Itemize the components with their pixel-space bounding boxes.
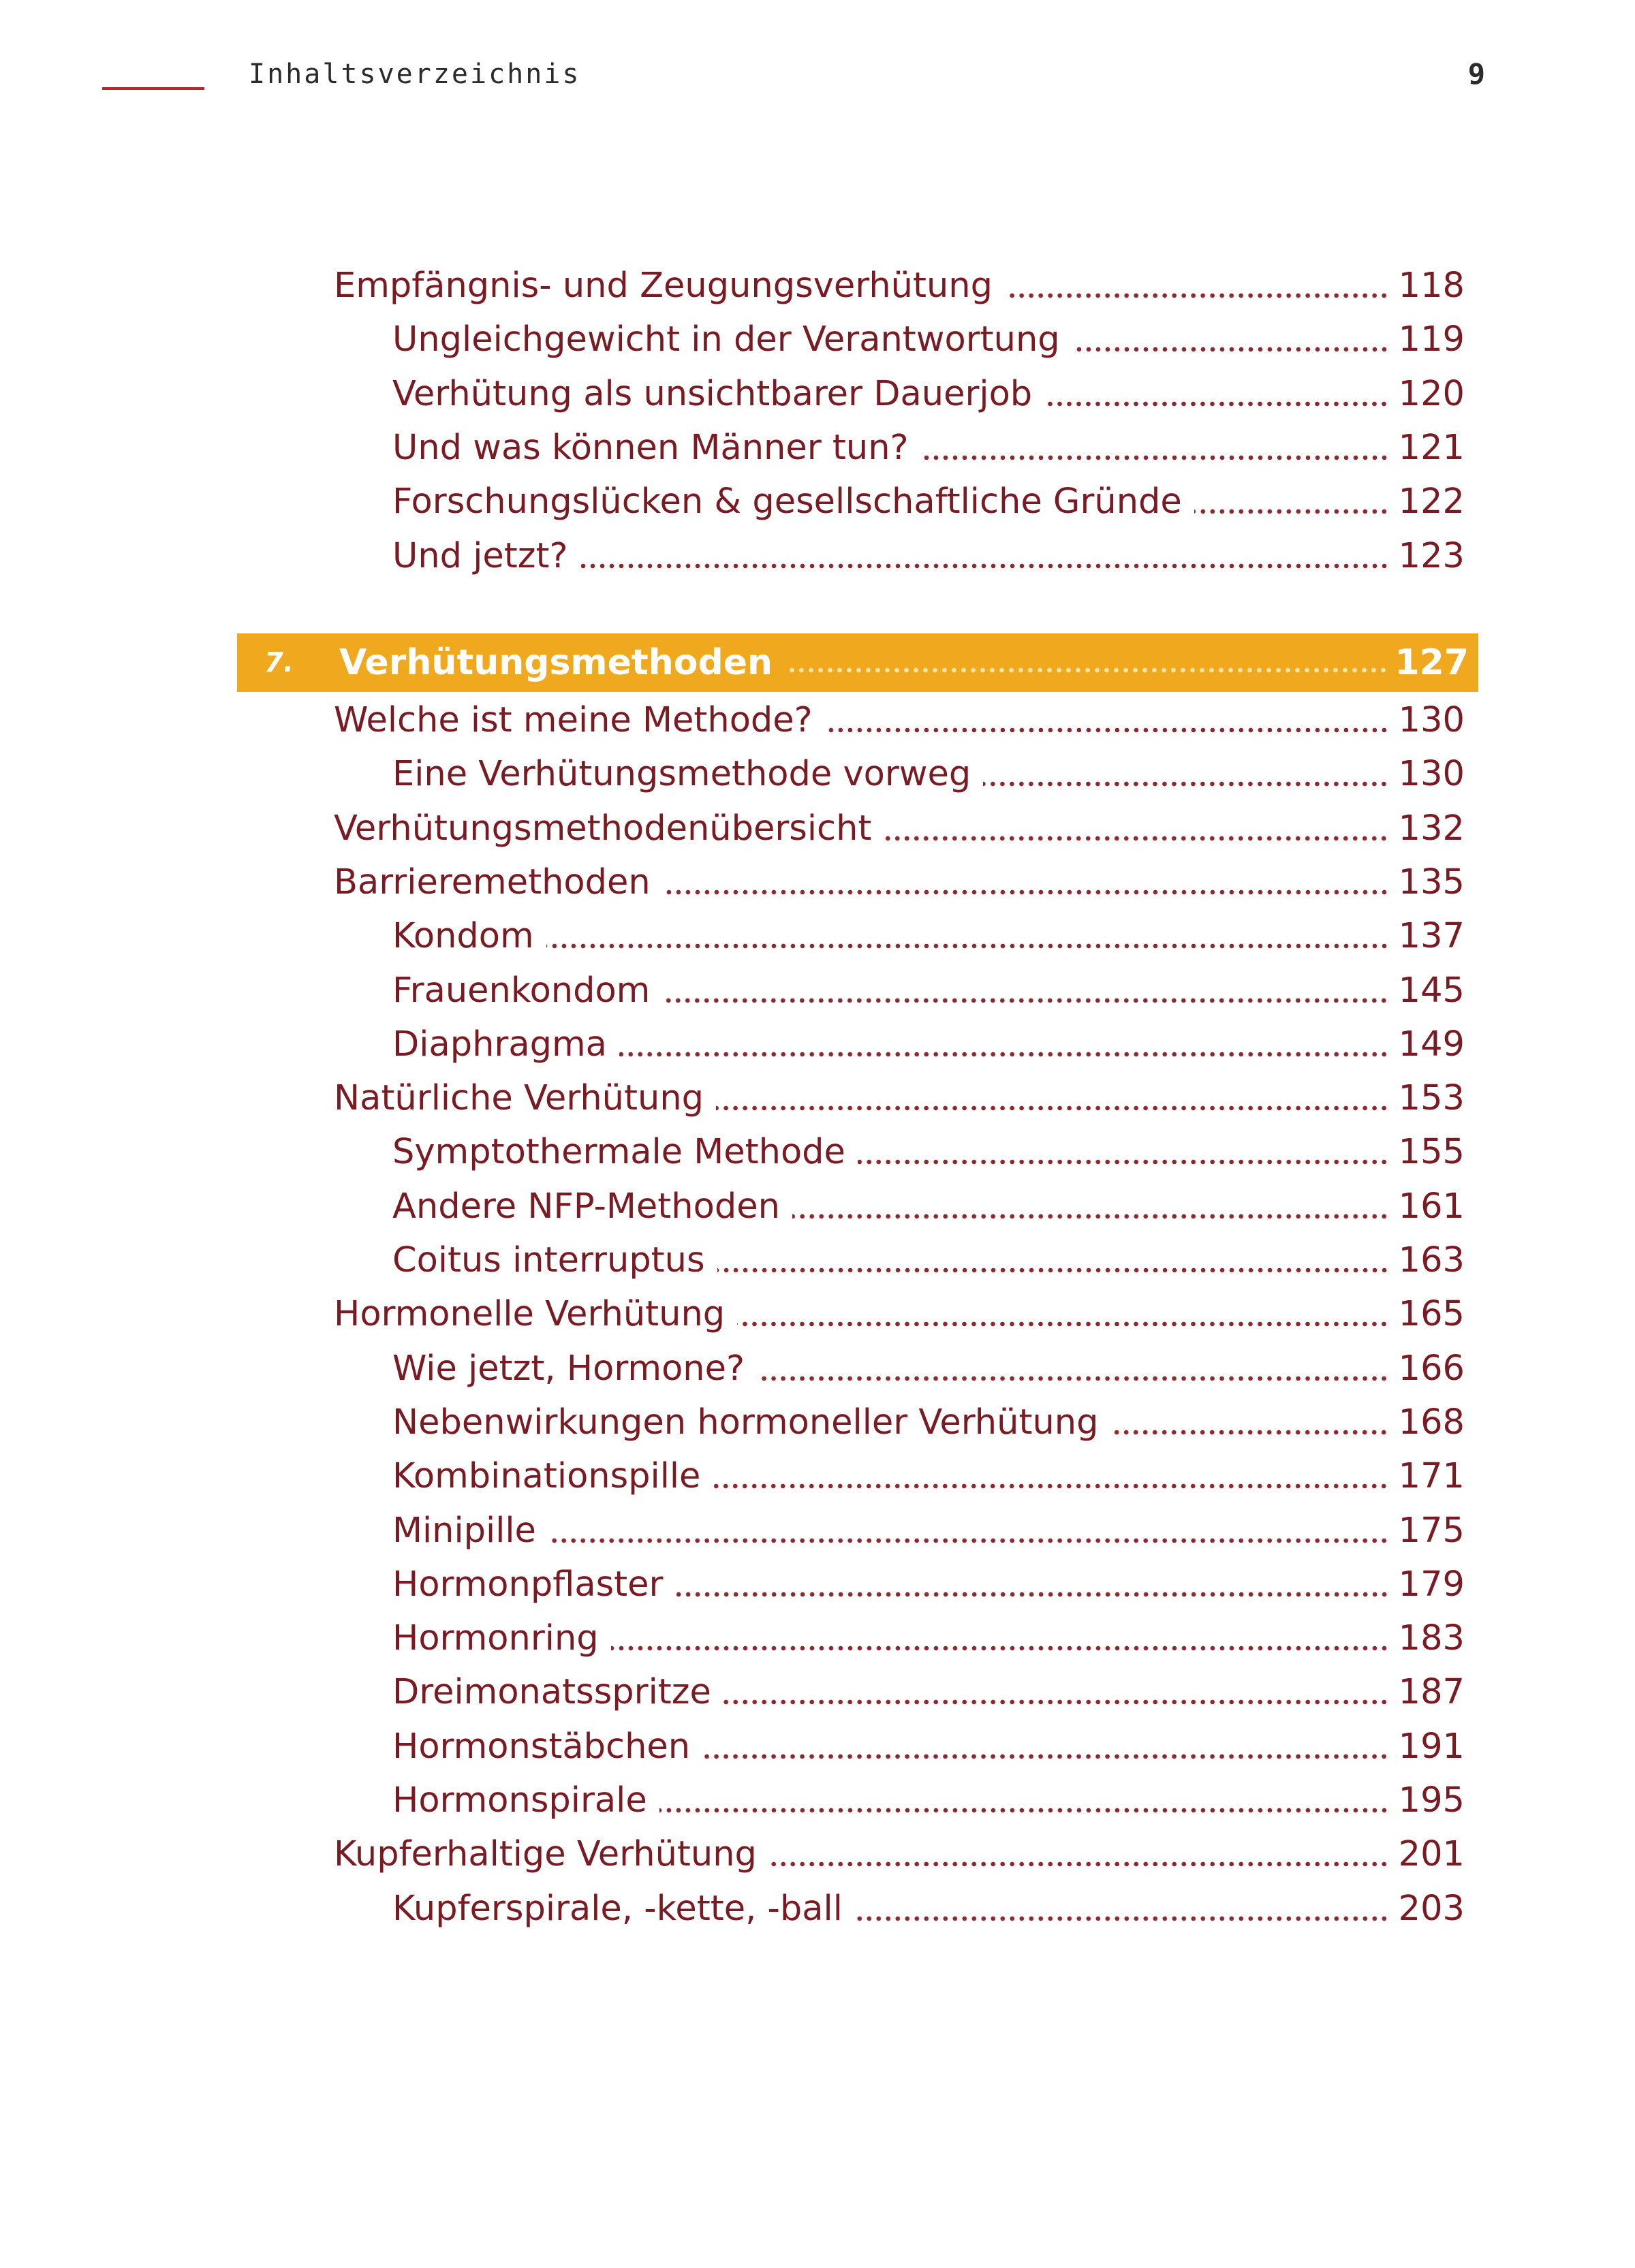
toc-entry[interactable] (392, 1173, 1465, 1227)
toc-entry-title: Und jetzt? (392, 536, 568, 576)
toc-entry[interactable] (392, 1605, 1465, 1659)
toc-entry[interactable] (392, 1767, 1465, 1821)
toc-entry[interactable] (392, 1658, 1465, 1713)
toc-entry-title: Kombinationspille (392, 1456, 701, 1496)
toc-entry[interactable] (392, 1551, 1465, 1605)
toc-entry-page: 191 (1398, 1727, 1465, 1767)
toc-entry[interactable] (392, 957, 1465, 1011)
toc-entry-title: Hormonpflaster (392, 1564, 664, 1605)
toc-entry-page: 171 (1398, 1456, 1465, 1496)
toc-entry-page: 179 (1398, 1564, 1465, 1605)
leader-dots (723, 1699, 1389, 1705)
leader-dots (676, 1591, 1389, 1598)
leader-dots (858, 1159, 1389, 1165)
toc-entry-page: 203 (1398, 1889, 1465, 1929)
leader-dots (580, 563, 1389, 569)
toc-entry[interactable] (334, 1065, 1465, 1119)
toc-entry-title: Hormonring (392, 1618, 599, 1658)
leader-dots (792, 1213, 1389, 1220)
toc-entry-page: 201 (1398, 1834, 1465, 1874)
chapter-title: Verhütungsmethoden (339, 642, 773, 683)
leader-dots (659, 1807, 1389, 1814)
toc-entry[interactable] (392, 1227, 1465, 1281)
leader-dots (1072, 346, 1389, 353)
toc-entry-page: 153 (1398, 1078, 1465, 1118)
toc-entry-title: Dreimonatsspritze (392, 1672, 711, 1712)
toc-entry-title: Und was können Männer tun? (392, 428, 909, 468)
toc-entry-page: 168 (1398, 1402, 1465, 1443)
header-rule (102, 87, 204, 90)
toc-entry-page: 135 (1398, 862, 1465, 902)
toc-entry-title: Symptothermale Methode (392, 1132, 845, 1172)
toc-entry[interactable] (392, 522, 1465, 577)
toc-entry-title: Welche ist meine Methode? (334, 700, 813, 740)
leader-dots (825, 727, 1389, 734)
toc-entry-page: 119 (1398, 319, 1465, 360)
toc-entry-title: Kondom (392, 916, 534, 956)
toc-entry-page: 155 (1398, 1132, 1465, 1172)
leader-dots (713, 1483, 1388, 1490)
toc-entry[interactable] (334, 687, 1465, 741)
leader-dots (737, 1321, 1388, 1327)
toc-entry-page: 183 (1398, 1618, 1465, 1658)
toc-entry-title: Kupferhaltige Verhütung (334, 1834, 757, 1874)
toc-entry[interactable] (392, 1443, 1465, 1497)
toc-entry-title: Coitus interruptus (392, 1240, 705, 1280)
toc-entry-page: 195 (1398, 1780, 1465, 1821)
toc-entry-title: Eine Verhütungsmethode vorweg (392, 754, 971, 794)
leader-dots (717, 1267, 1389, 1274)
toc-entry[interactable] (334, 795, 1465, 849)
toc-entry-page: 132 (1398, 808, 1465, 849)
toc-entry-page: 163 (1398, 1240, 1465, 1280)
chapter-heading[interactable] (237, 633, 1478, 692)
toc-entry[interactable] (334, 849, 1465, 903)
toc-entry-page: 121 (1398, 428, 1465, 468)
toc-entry[interactable] (392, 1335, 1465, 1389)
toc-entry[interactable] (392, 740, 1465, 795)
toc-entry-page: 175 (1398, 1511, 1465, 1551)
toc-entry-title: Barrieremethoden (334, 862, 651, 902)
leader-dots (884, 835, 1388, 842)
leader-dots (1194, 508, 1389, 515)
toc-entry[interactable] (392, 360, 1465, 415)
toc-entry-page: 130 (1398, 700, 1465, 740)
leader-dots (662, 997, 1388, 1004)
toc-entry[interactable] (392, 468, 1465, 522)
toc-entry[interactable] (392, 306, 1465, 360)
toc-entry-title: Hormonspirale (392, 1780, 647, 1821)
chapter-number: 7. (264, 647, 294, 678)
toc-entry-title: Empfängnis- und Zeugungsverhütung (334, 266, 993, 306)
toc-entry[interactable] (392, 1875, 1465, 1930)
leader-dots (855, 1915, 1389, 1922)
toc-entry[interactable] (392, 1713, 1465, 1767)
toc-entry-title: Verhütungsmethodenübersicht (334, 808, 872, 849)
leader-dots (702, 1753, 1389, 1760)
toc-entry-title: Nebenwirkungen hormoneller Verhütung (392, 1402, 1099, 1443)
toc-entry[interactable] (392, 1118, 1465, 1173)
toc-entry[interactable] (392, 902, 1465, 957)
toc-entry[interactable] (334, 1821, 1465, 1875)
chapter-page: 127 (1395, 642, 1469, 683)
toc-entry-title: Wie jetzt, Hormone? (392, 1349, 745, 1389)
toc-entry[interactable] (334, 1280, 1465, 1335)
toc-entry[interactable] (392, 1497, 1465, 1552)
leader-dots (1005, 292, 1389, 299)
toc-entry-title: Hormonelle Verhütung (334, 1294, 726, 1334)
leader-dots (983, 781, 1388, 787)
toc-entry-page: 123 (1398, 536, 1465, 576)
leader-dots (1110, 1429, 1388, 1436)
toc-entry[interactable] (392, 1389, 1465, 1443)
toc-entry-page: 145 (1398, 971, 1465, 1011)
toc-entry-page: 122 (1398, 482, 1465, 522)
toc-entry-page: 149 (1398, 1024, 1465, 1065)
leader-dots (769, 1861, 1389, 1868)
leader-dots (663, 889, 1389, 896)
toc-entry-title: Andere NFP-Methoden (392, 1186, 780, 1227)
leader-dots (611, 1645, 1389, 1652)
page-number: 9 (1467, 57, 1485, 91)
toc-entry[interactable] (392, 1011, 1465, 1065)
toc-entry-title: Minipille (392, 1511, 536, 1551)
toc-entry-title: Natürliche Verhütung (334, 1078, 704, 1118)
toc-entry-title: Verhütung als unsichtbarer Dauerjob (392, 374, 1033, 414)
toc-entry-page: 130 (1398, 754, 1465, 794)
toc-entry-page: 118 (1398, 266, 1465, 306)
toc-entry-page: 137 (1398, 916, 1465, 956)
leader-dots (546, 943, 1389, 949)
toc-entry-page: 120 (1398, 374, 1465, 414)
toc-entry-title: Frauenkondom (392, 971, 651, 1011)
toc-entry[interactable] (392, 414, 1465, 469)
running-head: Inhaltsverzeichnis (249, 59, 581, 90)
toc-entry-title: Diaphragma (392, 1024, 607, 1065)
leader-dots (716, 1105, 1389, 1112)
toc-entry-title: Hormonstäbchen (392, 1727, 691, 1767)
leader-dots (619, 1051, 1389, 1058)
leader-dots (921, 454, 1389, 461)
toc-entry-title: Kupferspirale, -kette, -ball (392, 1889, 843, 1929)
leader-dots (785, 667, 1388, 674)
toc-entry-page: 166 (1398, 1349, 1465, 1389)
toc-entry-title: Forschungslücken & gesellschaftliche Gründe (392, 482, 1182, 522)
toc-entry[interactable] (334, 252, 1465, 306)
leader-dots (1044, 400, 1388, 407)
toc-entry-page: 161 (1398, 1186, 1465, 1227)
toc-entry-page: 187 (1398, 1672, 1465, 1712)
leader-dots (757, 1375, 1389, 1382)
toc-entry-page: 165 (1398, 1294, 1465, 1334)
toc-entry-title: Ungleichgewicht in der Verantwortung (392, 319, 1060, 360)
leader-dots (548, 1537, 1389, 1544)
